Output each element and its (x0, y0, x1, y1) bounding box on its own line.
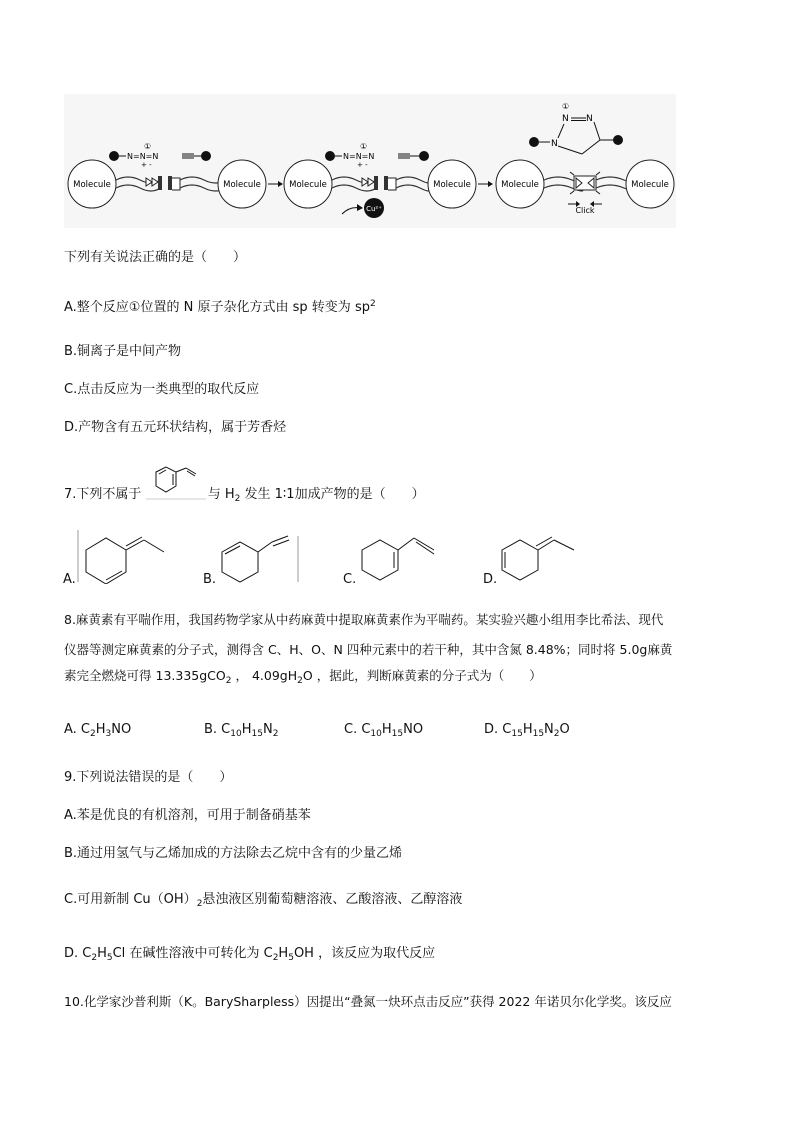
q8-d-h-sub: 15 (532, 729, 545, 739)
q8-d-n-sub: 2 (553, 729, 560, 739)
circle-one-marker: ① (360, 142, 368, 151)
q8-a-rest: NO (111, 722, 132, 737)
q9-d-s3: 2 (272, 953, 279, 963)
q8-c-h-sub: 15 (391, 729, 404, 739)
q9-option-a[interactable]: A.苯是优良的有机溶剂，可用于制备硝基苯 (64, 808, 311, 823)
q7-stem (64, 487, 425, 507)
q7-option-a-structure (76, 528, 176, 584)
q9-d-h2: H (278, 946, 289, 961)
q8-option-a[interactable] (64, 722, 131, 739)
q8-d-c: D. C (484, 722, 512, 737)
q9-d-tail: ，该反应为取代反应 (318, 946, 436, 961)
q8-line-2-d: 麻黄 (647, 642, 673, 657)
q8-d-c-sub: 15 (511, 729, 523, 739)
q7-with: 与 (207, 487, 221, 502)
q9-option-c-b: 悬浊液区别葡萄糖溶液、乙酸溶液、乙醇溶液 (202, 892, 463, 907)
q7-option-b-structure (216, 534, 304, 584)
q6-option-a-sp: sp (292, 300, 308, 315)
q7-option-c-label[interactable]: C. (343, 572, 357, 587)
q9-option-b[interactable]: B.通过用氢气与乙烯加成的方法除去乙烷中含有的少量乙烯 (64, 846, 403, 861)
q9-d-cl: Cl (112, 946, 126, 961)
q8-b-h-sub: 15 (251, 729, 263, 739)
q8-b-n: N (262, 722, 273, 737)
q6-option-a-sp2: sp (354, 300, 370, 315)
q8-c-h: H (381, 722, 392, 737)
triazole-n3: N (586, 114, 593, 124)
q6-option-a[interactable] (64, 296, 376, 316)
q8-b-n-sub: 2 (272, 729, 279, 739)
q9-d-s1: 2 (91, 953, 98, 963)
q6-option-b[interactable]: B.铜离子是中间产物 (64, 344, 182, 359)
cu-label: Cu²⁺ (366, 205, 382, 213)
charge-signs: + - (357, 161, 368, 169)
q9-d-oh: OH (293, 946, 314, 961)
q8-line-3 (64, 668, 542, 689)
q8-c-rest: NO (403, 722, 424, 737)
q8-line-3-h2o-sub: 2 (297, 676, 303, 686)
q8-d-o: O (559, 722, 570, 737)
q9-option-c-a: C.可用新制 (64, 892, 130, 907)
q9-option-c-sub: 2 (196, 899, 203, 909)
molecule-label: Molecule (631, 180, 669, 190)
q6-option-a-sup: 2 (369, 299, 376, 309)
triazole-n2: N (562, 114, 569, 124)
q8-line-2-b: 四种元素中的若干种，其中含氮 (346, 642, 522, 657)
q8-a-h: H (95, 722, 106, 737)
q8-line-2-elements: C、H、O、N (268, 642, 343, 657)
q7-ratio: 1∶1 (274, 487, 295, 502)
circle-one-marker: ① (144, 142, 152, 151)
q8-a-c: A. C (64, 722, 91, 737)
q6-option-a-prefix: A.整个反应①位置的 (64, 300, 180, 315)
q7-option-b-label[interactable]: B. (203, 572, 217, 587)
azide-label: N=N=N (343, 152, 375, 161)
q6-option-c[interactable]: C.点击反应为一类典型的取代反应 (64, 382, 260, 397)
q7-option-a-label[interactable]: A. (63, 572, 76, 587)
azide-label: N=N=N (127, 152, 159, 161)
q6-option-a-mid: 原子杂化方式由 (197, 300, 289, 315)
q8-d-n: N (544, 722, 554, 737)
molecule-label: Molecule (73, 180, 111, 190)
q7-option-c-structure (356, 532, 446, 582)
q9-d-s2: 5 (106, 953, 113, 963)
q9-option-d[interactable] (64, 946, 435, 966)
q7-number: 7.下列不属于 (64, 487, 142, 502)
q9-d-mid: 在碱性溶液中可转化为 (129, 946, 260, 961)
q8-option-b[interactable] (204, 722, 278, 739)
molecule-label: Molecule (433, 180, 471, 190)
q7-h: H (224, 487, 235, 502)
charge-signs: + - (141, 161, 152, 169)
q8-c-c-sub: 10 (370, 729, 382, 739)
q8-line-3-sep: ， (235, 668, 248, 683)
q7-occur: 发生 (244, 487, 271, 502)
q8-line-2-percent: 8.48% (525, 642, 566, 657)
q8-line-3-h2o-o: O (302, 668, 313, 683)
q8-a-c-sub: 2 (90, 729, 96, 739)
q8-option-d[interactable] (484, 722, 570, 739)
click-label: Click (575, 206, 595, 215)
q7-tail: 加成产物的是（ ） (294, 487, 425, 502)
q9-option-c-cu: Cu（OH） (133, 892, 197, 907)
q8-b-c: B. C (204, 722, 231, 737)
q8-option-c[interactable] (344, 722, 423, 739)
q8-c-c: C. C (344, 722, 371, 737)
q6-stem: 下列有关说法正确的是（ ） (64, 250, 247, 265)
q8-line-2 (64, 642, 672, 658)
q6-option-a-n: N (183, 300, 194, 315)
q8-line-2-mass: 5.0g (619, 642, 648, 657)
click-reaction-diagram (64, 94, 676, 228)
q9-d-s4: 5 (288, 953, 294, 963)
molecule-label: Molecule (501, 180, 539, 190)
q9-d-c2: C (263, 946, 273, 961)
q8-line-2-c: ；同时将 (565, 642, 616, 657)
q8-line-3-a: 素完全燃烧可得 (64, 668, 152, 683)
molecule-label: Molecule (289, 180, 327, 190)
q6-option-a-to: 转变为 (311, 300, 351, 315)
styrene-structure (146, 466, 206, 500)
circle-one-marker: ① (562, 102, 570, 111)
q8-b-c-sub: 10 (230, 729, 242, 739)
q8-b-h: H (241, 722, 252, 737)
q7-option-d-label[interactable]: D. (483, 572, 498, 587)
q9-stem: 9.下列说法错误的是（ ） (64, 770, 233, 785)
q6-option-d[interactable]: D.产物含有五元环状结构，属于芳香烃 (64, 420, 287, 435)
q8-a-h-sub: 3 (105, 729, 112, 739)
q8-d-h: H (522, 722, 533, 737)
q9-d-c: D. C (64, 946, 92, 961)
triazole-n1: N (551, 139, 558, 149)
q8-line-3-co2-sub: 2 (225, 676, 232, 686)
q8-line-3-h2o: 4.09gH (251, 668, 298, 683)
q8-line-3-co2: 13.335gCO (155, 668, 226, 683)
q8-line-1: 8.麻黄素有平喘作用，我国药物学家从中药麻黄中提取麻黄素作为平喘药。某实验兴趣小组用李比希法、现代 (64, 612, 664, 627)
molecule-label: Molecule (223, 180, 261, 190)
q8-line-3-b: ，据此，判断麻黄素的分子式为（ ） (316, 668, 542, 683)
q10-text: 10.化学家沙普利斯（K。BarySharpless）因提出“叠氮一炔环点击反应”获得 2022 年诺贝尔化学奖。该反应 (64, 994, 672, 1009)
q7-option-d-structure (496, 532, 586, 582)
q9-option-c[interactable] (64, 892, 462, 912)
q9-d-h: H (97, 946, 107, 961)
q8-line-2-a: 仪器等测定麻黄素的分子式，测得含 (64, 642, 265, 657)
q7-h-sub: 2 (234, 494, 241, 504)
